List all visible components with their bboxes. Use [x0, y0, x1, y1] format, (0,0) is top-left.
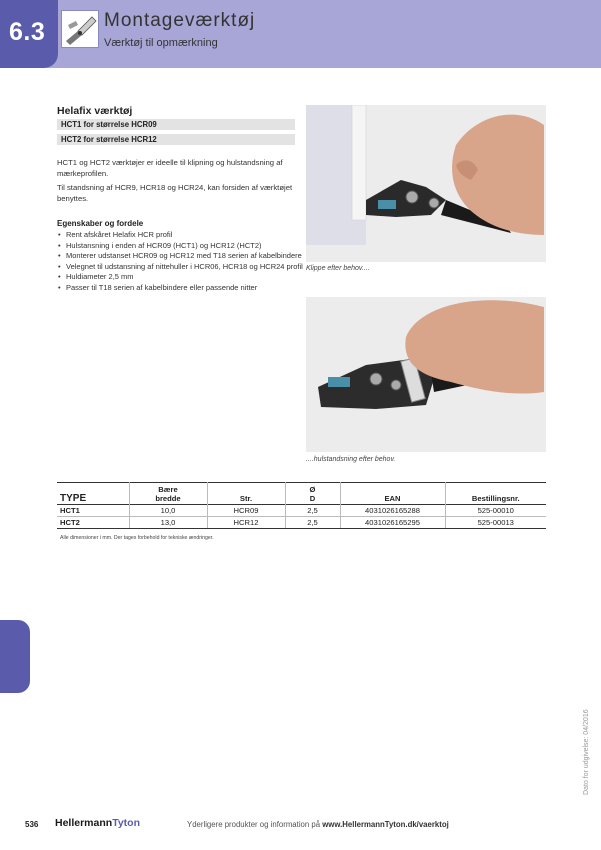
- table-header: Ø D: [285, 483, 340, 505]
- feature-item: • Monterer udstanset HCR09 og HCR12 med T18 serien af kabelbindere: [57, 251, 302, 262]
- table-cell: 10,0: [129, 505, 207, 517]
- page-number: 536: [25, 820, 39, 829]
- table-header: TYPE: [60, 493, 87, 504]
- feature-item: • Hulstansning i enden af HCR09 (HCT1) og HCR12 (HCT2): [57, 241, 302, 252]
- footer-link[interactable]: www.HellermannTyton.dk/vaerktoj: [322, 820, 449, 829]
- table-row: [57, 517, 546, 529]
- table-header-row: [57, 483, 546, 505]
- feature-item: • Velegnet til udstansning af nittehuller i HCR06, HCR18 og HCR24 profil: [57, 262, 302, 273]
- tool-icon: [61, 10, 99, 48]
- footer-text: Yderligere produkter og information på www.HellermannTyton.dk/vaerktoj: [187, 820, 449, 829]
- table-cell: HCR12: [207, 517, 285, 529]
- table-row: [57, 505, 546, 517]
- table-header: Str.: [207, 483, 285, 505]
- header-title: Montageværktøj: [104, 10, 256, 31]
- table-cell: 2,5: [285, 517, 340, 529]
- photo-punching: [306, 297, 546, 452]
- table-cell: HCR09: [207, 505, 285, 517]
- photo-cutting: [306, 105, 546, 262]
- features-heading: Egenskaber og fordele: [57, 219, 144, 228]
- photo-caption: ....hulstandsning efter behov.: [306, 456, 396, 463]
- chapter-tab: [0, 0, 58, 68]
- description-paragraph: HCT1 og HCT2 værktøjer er ideelle til klipning og hulstandsning af mærkeprofilen.: [57, 158, 283, 178]
- table-cell: HCT2: [57, 517, 129, 529]
- table-header: Bestillingsnr.: [445, 483, 546, 505]
- chapter-number: 6.3: [9, 18, 46, 46]
- table-cell: 4031026165295: [340, 517, 445, 529]
- photo-caption: Klippe efter behov....: [306, 265, 370, 272]
- variant-hct1: HCT1 for størrelse HCR09: [57, 119, 295, 130]
- feature-item: • Passer til T18 serien af kabelbindere eller passende nitter: [57, 283, 302, 294]
- side-tab: [0, 620, 30, 693]
- product-title: Helafix værktøj: [57, 105, 133, 117]
- table-cell: HCT1: [57, 505, 129, 517]
- table-cell: 4031026165288: [340, 505, 445, 517]
- table-footnote: Alle dimensioner i mm. Der tages forbehold for tekniske ændringer.: [60, 535, 214, 541]
- description-paragraph: Til standsning af HCR9, HCR18 og HCR24, kan forsiden af værktøjet benyttes.: [57, 183, 293, 203]
- table-cell: 13,0: [129, 517, 207, 529]
- table-header: Bære bredde: [129, 483, 207, 505]
- table-cell: 525-00013: [445, 517, 546, 529]
- features-list: [57, 230, 302, 294]
- table-cell: 2,5: [285, 505, 340, 517]
- table-cell: 525-00010: [445, 505, 546, 517]
- spec-table: [57, 482, 546, 529]
- brand-logo: HellermannTyton: [55, 817, 140, 829]
- table-header: EAN: [340, 483, 445, 505]
- publication-date: Dato for udgivelse: 04/2016: [583, 709, 590, 795]
- header-subtitle: Værktøj til opmærkning: [104, 37, 218, 49]
- feature-item: • Huldiameter 2,5 mm: [57, 272, 302, 283]
- variant-hct2: HCT2 for størrelse HCR12: [57, 134, 295, 145]
- feature-item: • Rent afskåret Helafix HCR profil: [57, 230, 302, 241]
